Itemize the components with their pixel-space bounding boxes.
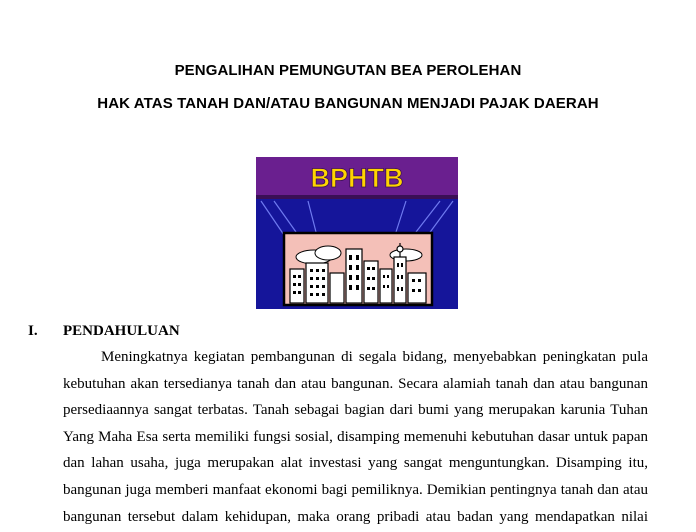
document-title-line-2: HAK ATAS TANAH DAN/ATAU BANGUNAN MENJADI PAJAK DAERAH bbox=[97, 95, 599, 112]
paragraph-line: bangunan juga memberi manfaat ekonomi bagi pemiliknya. Demikian pentingnya tanah dan atau bbox=[63, 481, 648, 498]
paragraph-line: kebutuhan akan tersedianya tanah dan atau bangunan. Secara alamiah tanah dan atau bangunan bbox=[63, 375, 648, 392]
paragraph-line: bangunan tersebut dalam kehidupan, maka orang pribadi atau badan yang mendapatkan nilai bbox=[63, 508, 648, 525]
section-number: I. bbox=[28, 323, 38, 339]
body-paragraph bbox=[63, 344, 648, 530]
document-title-line-1: PENGALIHAN PEMUNGUTAN BEA PEROLEHAN bbox=[174, 62, 522, 79]
bphtb-logo bbox=[256, 157, 458, 309]
paragraph-line: Yang Maha Esa serta memiliki fungsi sosial, disamping memenuhi kebutuhan dasar untuk papan bbox=[63, 428, 648, 445]
logo-text: BPHTB bbox=[310, 163, 404, 193]
paragraph-line: dan lahan usaha, juga merupakan alat investasi yang sangat menguntungkan. Disamping itu, bbox=[63, 455, 648, 472]
paragraph-line: persediaannya sangat terbatas. Tanah sebagai bagian dari bumi yang merupakan karunia Tuhan bbox=[63, 402, 648, 419]
paragraph-line: Meningkatnya kegiatan pembangunan di segala bidang, menyebabkan peningkatan pula bbox=[101, 349, 648, 365]
section-title: PENDAHULUAN bbox=[63, 323, 180, 339]
